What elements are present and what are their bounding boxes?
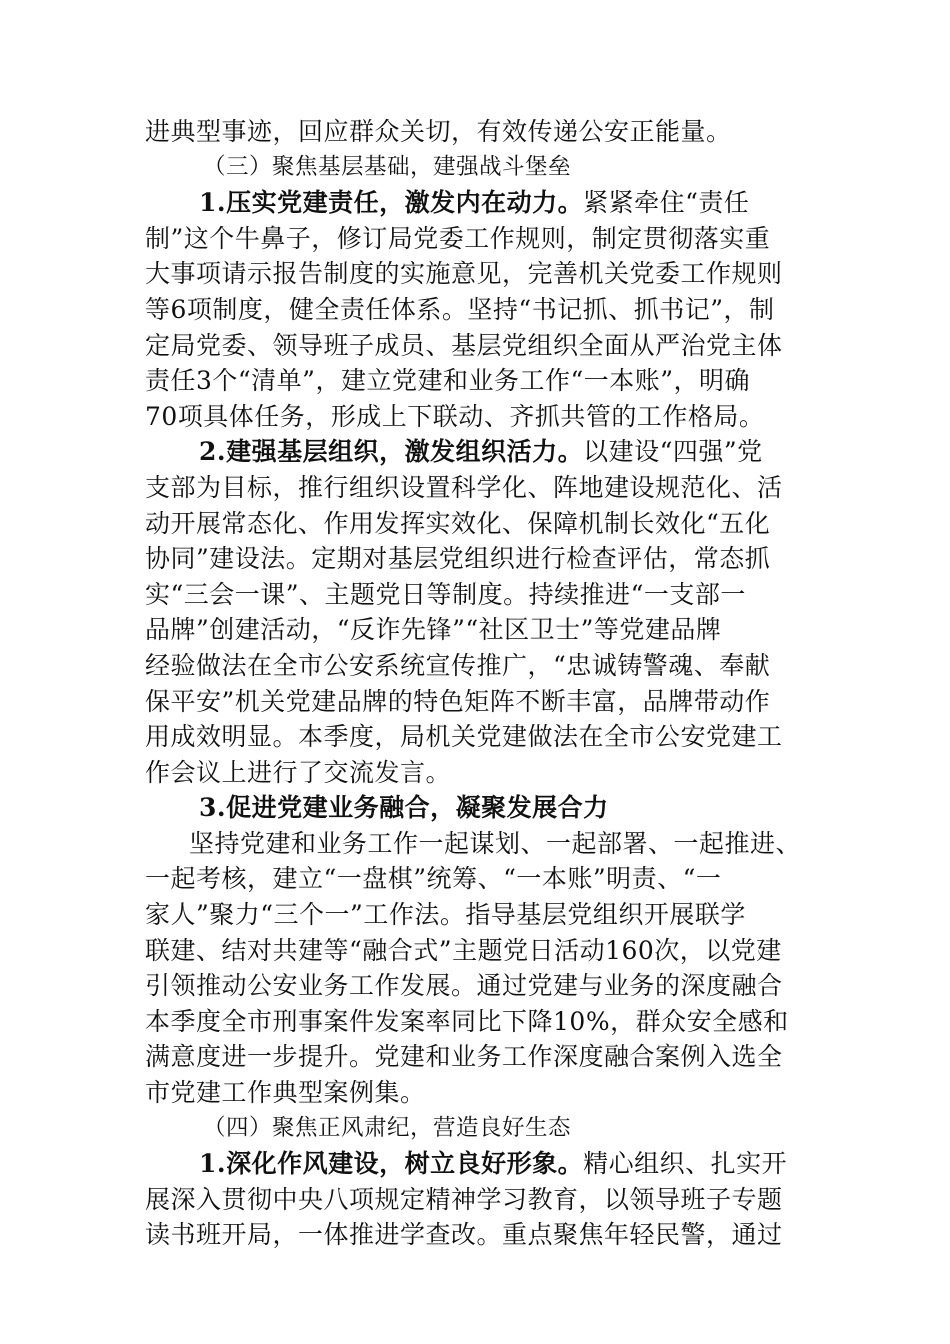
body-text: 联建、结对共建等“融合式”主题党日活动160次，以党建 <box>145 935 782 965</box>
body-text: 市党建工作典型案例集。 <box>145 1078 426 1108</box>
body-text: 一起考核，建立“一盘棋”统筹、“一本账”明责、“一 <box>145 864 722 894</box>
text-line <box>145 221 810 257</box>
text-line <box>145 185 810 221</box>
body-text: 动开展常态化、作用发挥实效化、保障机制长效化“五化 <box>145 508 771 538</box>
item-heading: 1.深化作风建设，树立良好形象。 <box>199 1149 584 1179</box>
text-line <box>145 292 810 328</box>
body-text: 70项具体任务，形成上下联动、齐抓共管的工作格局。 <box>145 401 765 431</box>
body-text: 用成效明显。本季度，局机关党建做法在全市公安党建工 <box>145 722 783 752</box>
text-line <box>145 1039 810 1075</box>
text-line <box>145 328 810 364</box>
body-text: 责任3个“清单”，建立党建和业务工作“一本账”，明确 <box>145 366 751 396</box>
text-line <box>145 1217 810 1253</box>
text-line <box>145 1182 810 1218</box>
text-line <box>145 684 810 720</box>
text-line <box>145 826 810 862</box>
text-line <box>145 897 810 933</box>
body-text: 进典型事迹，回应群众关切，有效传递公安正能量。 <box>145 117 732 146</box>
item-heading: 1.压实党建责任，激发内在动力。 <box>199 188 584 218</box>
body-text: 等6项制度，健全责任体系。坚持“书记抓、抓书记”，制 <box>145 294 775 324</box>
text-line <box>145 470 810 506</box>
body-text: 定局党委、领导班子成员、基层党组织全面从严治党主体 <box>145 330 783 360</box>
text-line <box>145 114 810 150</box>
text-line <box>145 790 810 826</box>
text-line <box>145 968 810 1004</box>
item-heading: 3.促进党建业务融合，凝聚发展合力 <box>199 793 609 823</box>
body-text: 大事项请示报告制度的实施意见，完善机关党委工作规则 <box>145 259 783 289</box>
section-heading <box>145 1111 810 1147</box>
section-heading <box>145 150 810 186</box>
body-text: 坚持党建和业务工作一起谋划、一起部署、一起推进、 <box>189 828 802 858</box>
body-text: 紧紧牵住“责任 <box>583 188 750 218</box>
text-line <box>145 1004 810 1040</box>
text-line <box>145 256 810 292</box>
body-text: 读书班开局，一体推进学查改。重点聚焦年轻民警，通过 <box>145 1220 783 1250</box>
body-text: 精心组织、扎实开 <box>583 1149 788 1179</box>
text-line <box>145 612 810 648</box>
body-text: 经验做法在全市公安系统宣传推广，“忠诚铸警魂、奉献 <box>145 650 771 680</box>
body-text: 支部为目标，推行组织设置科学化、阵地建设规范化、活 <box>145 472 783 502</box>
body-text: 以建设“四强”党 <box>583 437 763 467</box>
text-line <box>145 363 810 399</box>
text-line <box>145 577 810 613</box>
text-line <box>145 506 810 542</box>
text-line <box>145 755 810 791</box>
text-line <box>145 541 810 577</box>
body-text: 制”这个牛鼻子，修订局党委工作规则，制定贯彻落实重 <box>145 223 771 253</box>
item-heading: 2.建强基层组织，激发组织活力。 <box>199 437 584 467</box>
text-line <box>145 719 810 755</box>
text-line <box>145 434 810 470</box>
text-line <box>145 1146 810 1182</box>
body-text: 家人”聚力“三个一”工作法。指导基层党组织开展联学 <box>145 900 746 930</box>
document-page <box>145 114 810 1253</box>
text-line <box>145 648 810 684</box>
body-text: 引领推动公安业务工作发展。通过党建与业务的深度融合 <box>145 971 783 1001</box>
body-text: 作会议上进行了交流发言。 <box>145 757 452 787</box>
body-text: （三）聚焦基层基础，建强战斗堡垒 <box>203 153 572 180</box>
text-line <box>145 1075 810 1111</box>
body-text: 协同”建设法。定期对基层党组织进行检查评估，常态抓 <box>145 544 771 574</box>
body-text: 品牌”创建活动，“反诈先锋”“社区卫士”等党建品牌 <box>145 615 722 645</box>
body-text: 保平安”机关党建品牌的特色矩阵不断丰富，品牌带动作 <box>145 686 771 716</box>
body-text: （四）聚焦正风肃纪，营造良好生态 <box>203 1114 572 1141</box>
body-text: 本季度全市刑事案件发案率同比下降10%，群众安全感和 <box>145 1006 789 1036</box>
body-text: 实“三会一课”、主题党日等制度。持续推进“一支部一 <box>145 579 746 609</box>
body-text: 展深入贯彻中央八项规定精神学习教育，以领导班子专题 <box>145 1184 783 1214</box>
body-text: 满意度进一步提升。党建和业务工作深度融合案例入选全 <box>145 1042 783 1072</box>
text-line <box>145 933 810 969</box>
text-line <box>145 861 810 897</box>
text-line <box>145 399 810 435</box>
